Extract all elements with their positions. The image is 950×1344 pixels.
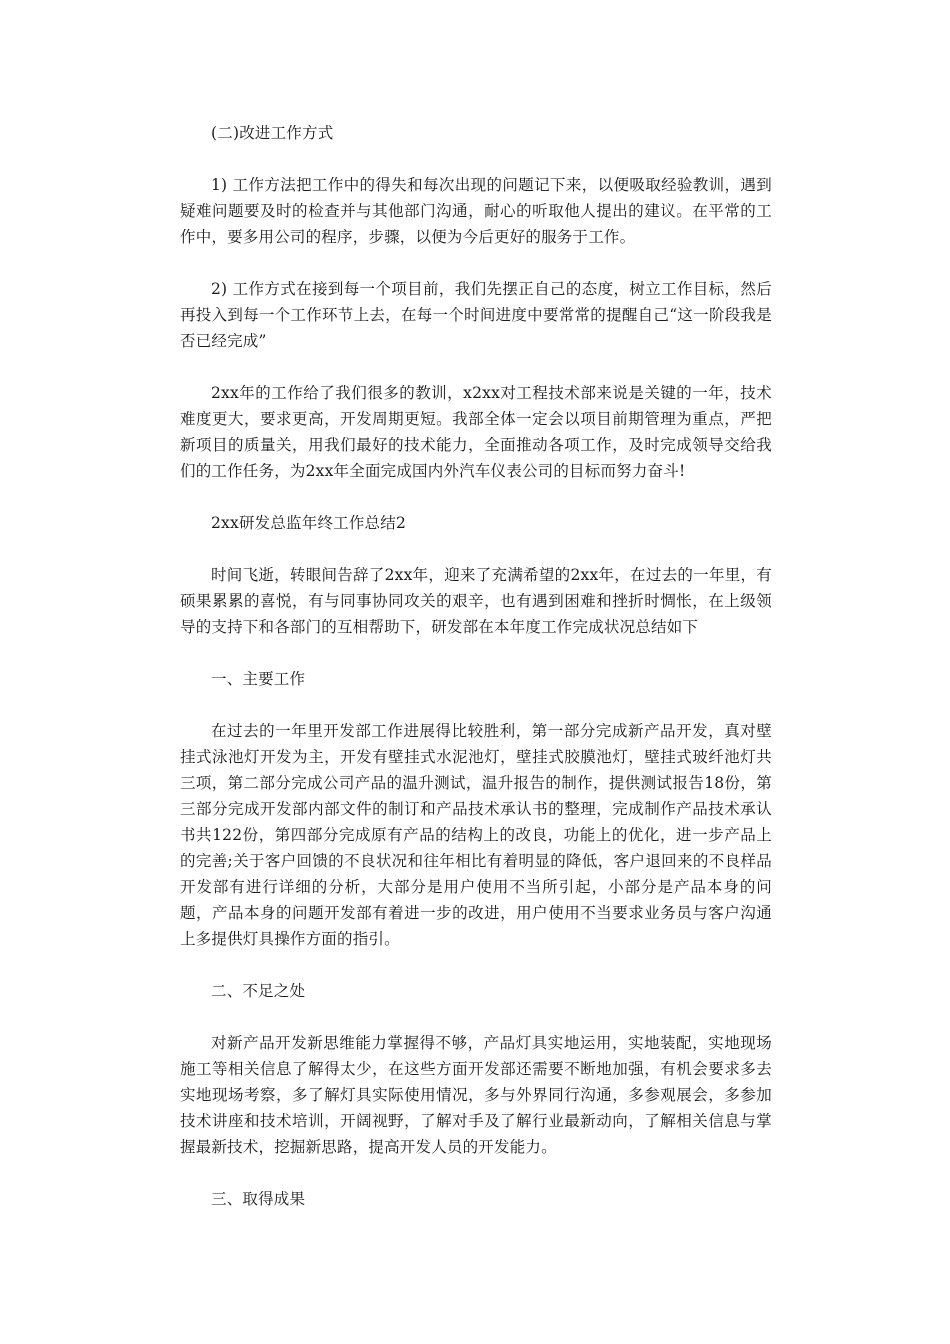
section-heading-improve-work-method: (二)改进工作方式 [211, 124, 334, 142]
paragraph-shortcomings: 对新产品开发新思维能力掌握得不够，产品灯具实地运用，实地装配，实地现场施工等相关信息了解得太少，在这些方面开发部还需要不断地加强，有机会要求多去实地现场考察，多了解灯具实际使用情况，多与外界同行沟通，多参观展会，多参加技术讲座和技术培训，开阔视野，了解对手及了解行业最新动向，了解相关信息与掌握最新技术，挖掘新思路，提高开发人员的开发能力。 [180, 1034, 772, 1156]
paragraph-main-work: 在过去的一年里开发部工作进展得比较胜利，第一部分完成新产品开发，真对壁挂式泳池灯开发为主，开发有壁挂式水泥池灯，壁挂式胶膜池灯，壁挂式玻纤池灯共三项，第二部分完成公司产品的温升测试，温升报告的制作，提供测试报告18份，第三部分完成开发部内部文件的制订和产品技术承认书的整理，完成制作产品技术承认书共122份，第四部分完成原有产品的结构上的改良，功能上的优化，进一步产品上的完善;关于客户回馈的不良状况和往年相比有着明显的降低，客户退回来的不良样品开发部有进行详细的分析，大部分是用户使用不当所引起，小部分是产品本身的问题，产品本身的问题开发部有着进一步的改进，用户使用不当要求业务员与客户沟通上多提供灯具操作方面的指引。 [180, 722, 772, 948]
document-body [180, 120, 772, 1238]
paragraph-year-intro: 时间飞逝，转眼间告辞了2xx年，迎来了充满希望的2xx年，在过去的一年里，有硕果累累的喜悦，有与同事协同攻关的艰辛，也有遇到困难和挫折时惆怅，在上级领导的支持下和各部门的互相帮助下，研发部在本年度工作完成状况总结如下 [180, 566, 772, 636]
paragraph-year-lessons: 2xx年的工作给了我们很多的教训，x2xx对工程技术部来说是关键的一年，技术难度更大，要求更高，开发周期更短。我部全体一定会以项目前期管理为重点，严把新项目的质量关，用我们最好的技术能力，全面推动各项工作，及时完成领导交给我们的工作任务，为2xx年全面完成国内外汽车仪表公司的目标而努力奋斗! [180, 384, 772, 480]
document-subtitle-summary-2: 2xx研发总监年终工作总结2 [211, 514, 407, 532]
section-heading-main-work: 一、主要工作 [211, 670, 306, 688]
paragraph-work-approach: 2) 工作方式在接到每一个项目前，我们先摆正自己的态度，树立工作目标，然后再投入到每一个工作环节上去，在每一个时间进度中要常常的提醒自己“这一阶段我是否已经完成” [180, 280, 772, 350]
section-heading-achievements: 三、取得成果 [211, 1190, 306, 1208]
section-heading-shortcomings: 二、不足之处 [211, 982, 306, 1000]
paragraph-work-method: 1) 工作方法把工作中的得失和每次出现的问题记下来，以便吸取经验教训，遇到疑难问题要及时的检查并与其他部门沟通，耐心的听取他人提出的建议。在平常的工作中，要多用公司的程序，步骤，以便为今后更好的服务于工作。 [180, 176, 772, 246]
